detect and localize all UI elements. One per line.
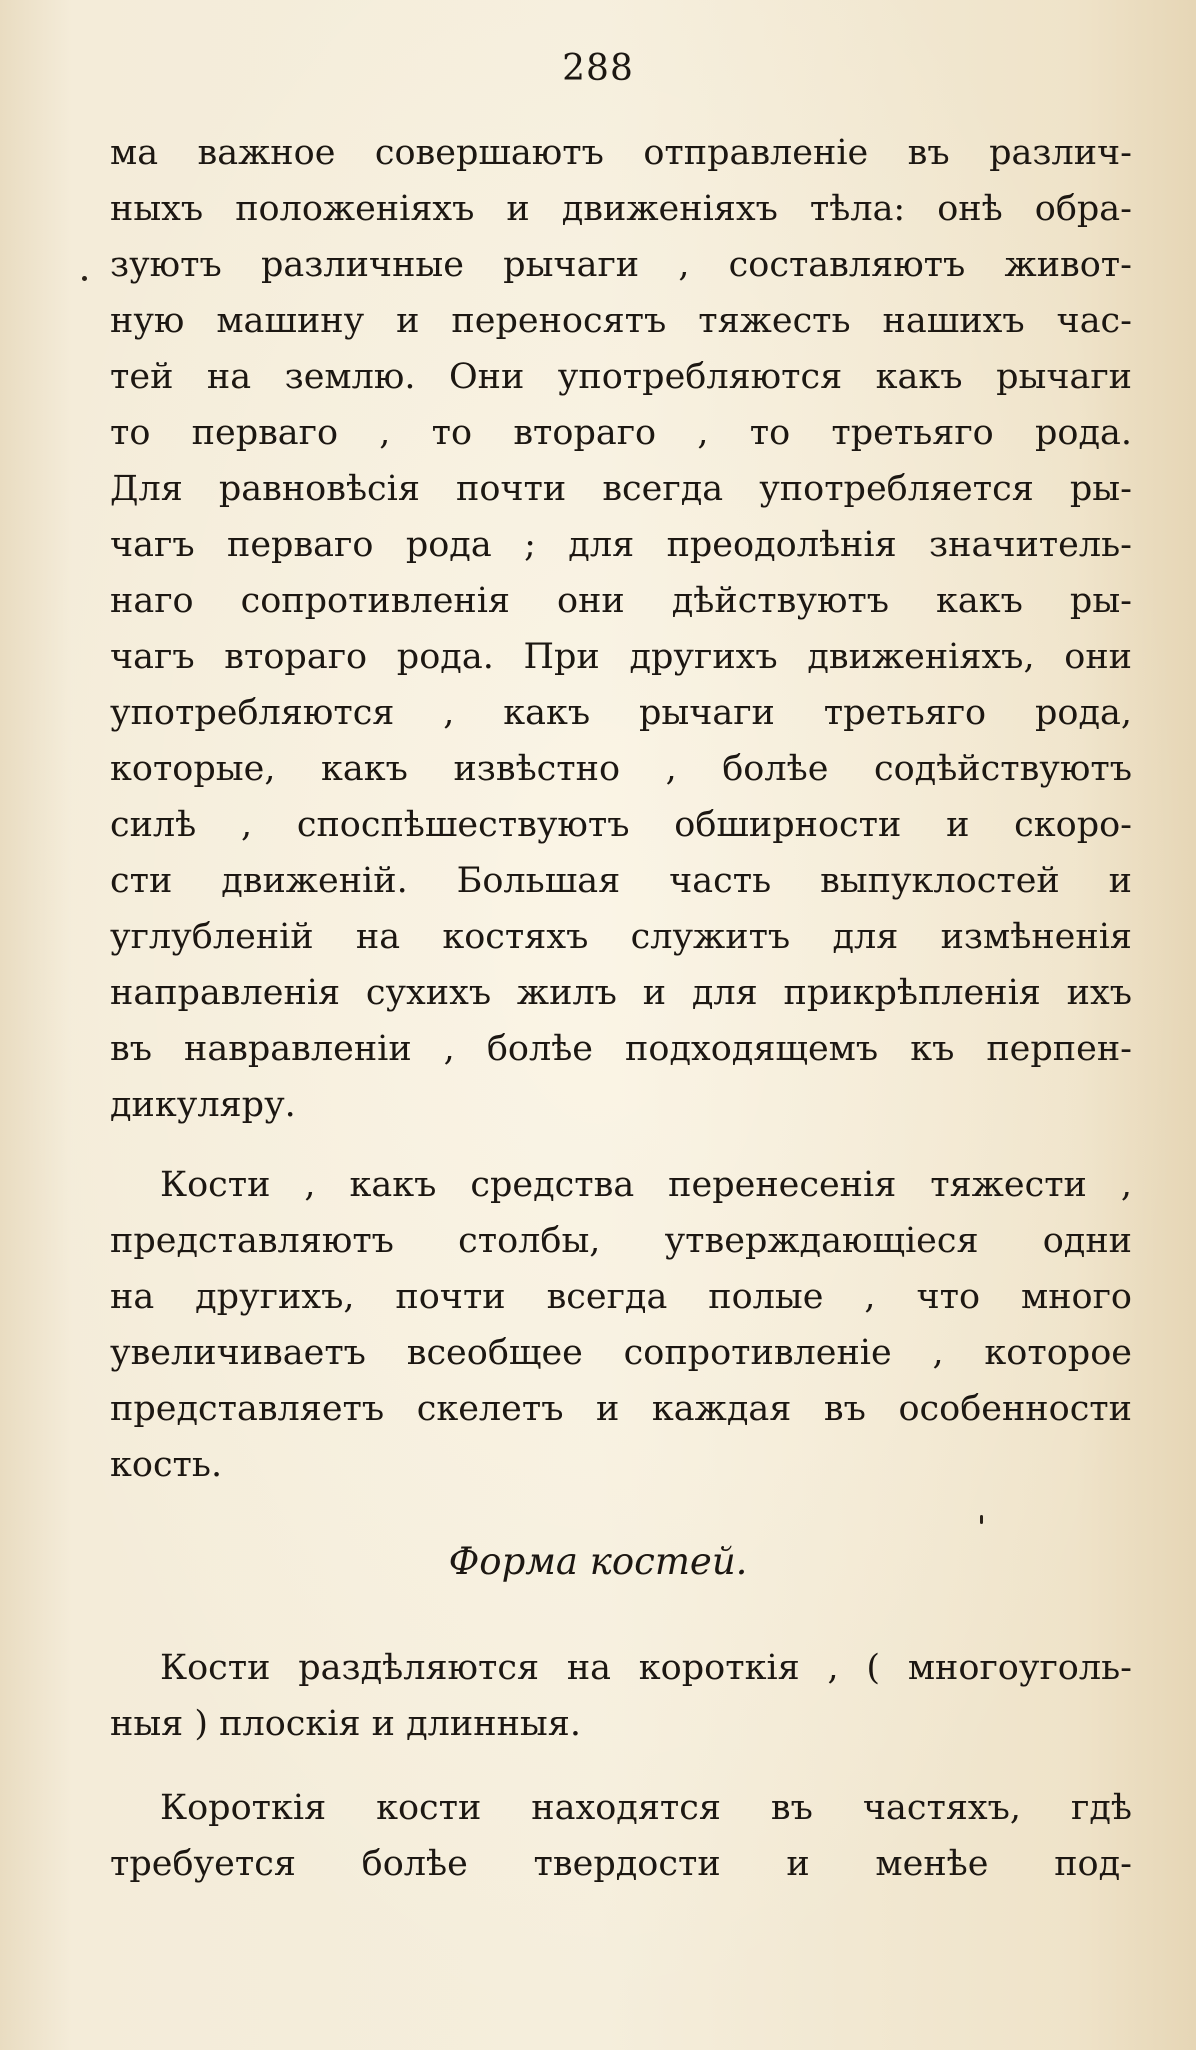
text-line: увеличиваетъ всеобщее сопротивленіе , которое — [110, 1333, 1132, 1373]
text-line: представляетъ скелетъ и каждая въ особенности — [110, 1389, 1132, 1429]
page-number: 288 — [562, 48, 634, 89]
text-line: представляютъ столбы, утверждающіеся одни — [110, 1221, 1132, 1261]
text-line: чагъ втораго рода. При другихъ движеніяхъ, они — [110, 637, 1132, 677]
paragraph-gap — [110, 1752, 1132, 1780]
text-line: то перваго , то втораго , то третьяго рода. — [110, 413, 1132, 453]
text-line: зуютъ различные рычаги , составляютъ живот- — [110, 245, 1132, 285]
text-block-top — [110, 125, 1132, 1493]
text-line: сти движеній. Большая часть выпуклостей и — [110, 861, 1132, 901]
text-line: ма важное совершаютъ отправленіе въ различ- — [110, 133, 1132, 173]
text-line: тей на землю. Они употребляются какъ рычаги — [110, 357, 1132, 397]
text-line: кость. — [110, 1445, 223, 1485]
paragraph-2 — [110, 1157, 1132, 1493]
section-heading: Форма костей. — [448, 1540, 748, 1583]
text-block-bottom — [110, 1640, 1132, 1892]
paragraph-4 — [110, 1780, 1132, 1892]
text-line: Кости раздѣляются на короткія , ( многоуголь- — [160, 1648, 1132, 1688]
text-line: направленія сухихъ жилъ и для прикрѣпленія ихъ — [110, 973, 1132, 1013]
text-line: чагъ перваго рода ; для преодолѣнія значитель- — [110, 525, 1132, 565]
ink-speck — [980, 1515, 983, 1524]
text-line: Для равновѣсія почти всегда употребляется ры- — [110, 469, 1132, 509]
text-line: которые, какъ извѣстно , болѣе содѣйствуютъ — [110, 749, 1132, 789]
text-line: ныхъ положеніяхъ и движеніяхъ тѣла: онѣ обра- — [110, 189, 1132, 229]
text-line: наго сопротивленія они дѣйствуютъ какъ ры- — [110, 581, 1132, 621]
text-line: ную машину и переносятъ тяжесть нашихъ час- — [110, 301, 1132, 341]
text-line: силѣ , споспѣшествуютъ обширности и скоро- — [110, 805, 1132, 845]
ink-speck — [82, 276, 87, 281]
text-line: употребляются , какъ рычаги третьяго рода, — [110, 693, 1132, 733]
text-line: въ навравленіи , болѣе подходящемъ къ перпен- — [110, 1029, 1132, 1069]
text-line: Кости , какъ средства перенесенія тяжести , — [160, 1165, 1132, 1205]
text-line: ныя ) плоскія и длинныя. — [110, 1704, 581, 1744]
paragraph-gap — [110, 1133, 1132, 1157]
paragraph-3 — [110, 1640, 1132, 1752]
text-line: на другихъ, почти всегда полые , что много — [110, 1277, 1132, 1317]
text-line: требуется болѣе твердости и менѣе под- — [110, 1844, 1132, 1884]
text-line: Короткія кости находятся въ частяхъ, гдѣ — [160, 1788, 1132, 1828]
text-line: углубленій на костяхъ служитъ для измѣненія — [110, 917, 1132, 957]
text-line: дикуляру. — [110, 1085, 296, 1125]
paragraph-1 — [110, 125, 1132, 1133]
